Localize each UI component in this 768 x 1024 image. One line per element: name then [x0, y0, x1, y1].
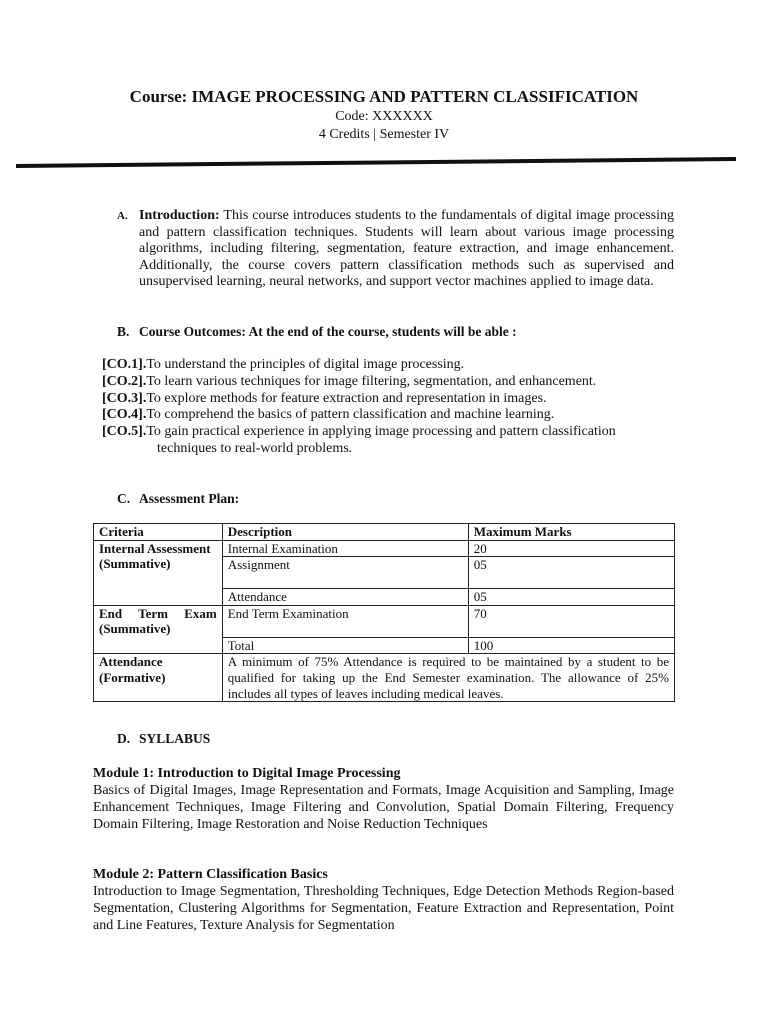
- course-outcome-text: To gain practical experience in applying image processing and pattern classification: [146, 424, 616, 440]
- course-prefix: Course:: [129, 87, 188, 106]
- course-outcome-item: [102, 407, 682, 424]
- header-divider: [16, 154, 736, 168]
- introduction-label: Introduction:: [139, 208, 220, 223]
- section-letter: C.: [117, 491, 131, 506]
- course-outcome-code: [CO.3].: [102, 390, 147, 406]
- table-header-marks: Maximum Marks: [468, 524, 674, 541]
- module-body: Introduction to Image Segmentation, Thresholding Techniques, Edge Detection Methods Region-based Segmentation, Clustering Algorithms for Segmentation, Feature Extraction and Representation, Point and Line Features, Texture Analysis for Segmentation: [93, 884, 674, 933]
- course-outcome-text: To explore methods for feature extraction and representation in images.: [146, 390, 547, 406]
- course-code: Code: XXXXXX: [335, 109, 433, 124]
- course-outcome-item: [102, 374, 682, 391]
- course-outcome-item: [102, 391, 682, 408]
- marks-cell: 05: [468, 557, 674, 589]
- section-assessment-heading: [117, 491, 239, 508]
- section-letter: D.: [117, 731, 131, 746]
- syllabus-title: SYLLABUS: [139, 731, 211, 746]
- description-cell: Attendance: [222, 589, 468, 606]
- syllabus-module: [93, 765, 674, 833]
- description-cell: Internal Examination: [222, 540, 468, 557]
- marks-cell: 20: [468, 540, 674, 557]
- course-name: IMAGE PROCESSING AND PATTERN CLASSIFICATION: [191, 87, 639, 106]
- course-outcome-item: [102, 357, 682, 374]
- total-label-cell: Total: [222, 637, 468, 654]
- module-body: Basics of Digital Images, Image Representation and Formats, Image Acquisition and Sampling, Image Enhancement Techniques, Image Filtering and Convolution, Spatial Domain Filtering, Frequency Domain Filtering, Image Restoration and Noise Reduction Techniques: [93, 783, 674, 832]
- criteria-cell: Internal Assessment (Summative): [94, 540, 223, 605]
- criteria-cell: End Term Exam (Summative): [94, 605, 223, 654]
- table-header-description: Description: [222, 524, 468, 541]
- description-cell: End Term Examination: [222, 605, 468, 637]
- document-header: [0, 86, 768, 144]
- marks-cell: 70: [468, 605, 674, 637]
- course-outcome-code: [CO.1].: [102, 357, 147, 372]
- section-syllabus-heading: [117, 731, 210, 748]
- course-outcome-item: [102, 424, 682, 458]
- module-title: Module 2: Pattern Classification Basics: [93, 867, 328, 882]
- course-credits: 4 Credits | Semester IV: [318, 127, 450, 142]
- section-letter: B.: [117, 324, 130, 339]
- section-course-outcomes-heading: [117, 324, 677, 341]
- assessment-table: [93, 523, 675, 702]
- total-marks-cell: 100: [468, 637, 674, 654]
- table-row: [94, 540, 675, 557]
- introduction-text: This course introduces students to the fundamentals of digital image processing and pattern classification techniques. Students will learn about various image processing algorithms, including filtering, segmentation, feature extraction, and image enhancement. Additionally, the course covers pattern classification methods such as supervised and unsupervised learning, neural networks, and support vector machines applied to image data.: [139, 208, 674, 290]
- introduction-paragraph: [139, 208, 674, 291]
- course-outcomes-title: Course Outcomes: At the end of the course, students will be able :: [139, 324, 517, 339]
- course-outcomes-list: [102, 357, 682, 458]
- course-outcome-code: [CO.2].: [102, 373, 147, 389]
- course-outcome-code: [CO.4].: [102, 407, 147, 423]
- table-header-criteria: Criteria: [94, 524, 223, 541]
- course-outcome-text: To understand the principles of digital image processing.: [146, 357, 465, 372]
- course-outcome-continuation: techniques to real-world problems.: [157, 440, 353, 456]
- description-cell: Assignment: [222, 557, 468, 589]
- criteria-cell: Attendance (Formative): [94, 654, 223, 702]
- section-letter: A.: [117, 210, 128, 222]
- course-outcome-code: [CO.5].: [102, 424, 147, 440]
- marks-cell: 05: [468, 589, 674, 606]
- course-title: [0, 86, 768, 108]
- attendance-description-cell: A minimum of 75% Attendance is required to be maintained by a student to be qualified for taking up the End Semester examination. The allowance of 25% includes all types of leaves including medical leaves.: [222, 654, 674, 702]
- assessment-title: Assessment Plan:: [139, 491, 240, 506]
- course-outcome-text: To comprehend the basics of pattern classification and machine learning.: [146, 407, 555, 423]
- syllabus-module: [93, 866, 674, 934]
- course-outcome-text: To learn various techniques for image filtering, segmentation, and enhancement.: [146, 373, 597, 389]
- section-introduction: [117, 208, 674, 291]
- table-row: [94, 605, 675, 637]
- table-header-row: [94, 524, 675, 541]
- module-title: Module 1: Introduction to Digital Image Processing: [93, 766, 401, 781]
- table-row: [94, 654, 675, 702]
